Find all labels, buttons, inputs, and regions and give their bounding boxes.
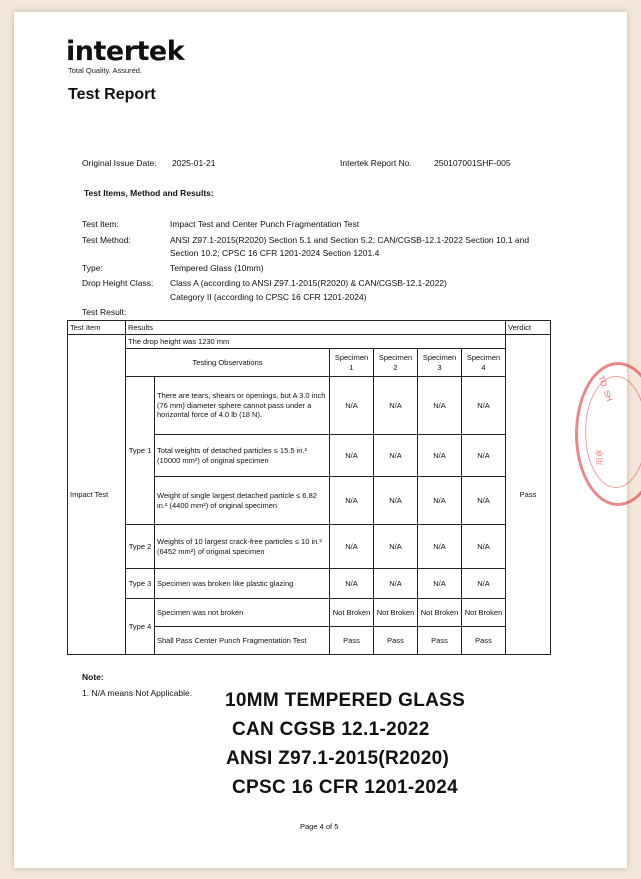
overlay-line-2: CAN CGSB 12.1-2022 xyxy=(232,719,430,740)
specimen-3-header: Specimen 3 xyxy=(418,349,462,377)
result-cell: N/A xyxy=(330,377,374,435)
overlay-line-1: 10MM TEMPERED GLASS xyxy=(225,690,466,711)
report-no-value: 250107001SHF-005 xyxy=(434,158,511,168)
result-cell: N/A xyxy=(330,435,374,477)
note-title: Note: xyxy=(82,672,104,682)
result-cell: Pass xyxy=(330,627,374,655)
header-results: Results xyxy=(126,321,506,335)
header-verdict: Verdict xyxy=(506,321,551,335)
issue-date-value: 2025-01-21 xyxy=(172,158,216,168)
test-result-label: Test Result: xyxy=(82,307,127,317)
specimen-2-header: Specimen 2 xyxy=(374,349,418,377)
observation-not-broken: Specimen was not broken xyxy=(155,599,330,627)
type-1-cell: Type 1 xyxy=(126,377,155,525)
type-4-cell: Type 4 xyxy=(126,599,155,655)
result-cell: Pass xyxy=(374,627,418,655)
results-table xyxy=(67,320,551,655)
header-test-item: Test Item xyxy=(68,321,126,335)
drop-class-label: Drop Height Class: xyxy=(82,278,154,288)
result-cell: N/A xyxy=(374,525,418,569)
result-cell: N/A xyxy=(462,435,506,477)
result-cell: N/A xyxy=(374,569,418,599)
test-method-line1: ANSI Z97.1-2015(R2020) Section 5.1 and Section 5.2; CAN/CGSB-12.1-2022 Section 10.1 and xyxy=(170,235,530,245)
page-number: Page 4 of 5 xyxy=(300,822,339,831)
intertek-logo: intertek xyxy=(66,36,185,67)
result-cell: N/A xyxy=(418,525,462,569)
seal-text-bottom: 用章 xyxy=(595,449,605,466)
type-value: Tempered Glass (10mm) xyxy=(170,263,264,273)
company-seal-inner xyxy=(585,376,641,488)
test-item-label: Test Item: xyxy=(82,219,119,229)
result-cell: N/A xyxy=(462,377,506,435)
specimen-1-header: Specimen 1 xyxy=(330,349,374,377)
observation-largest-particle: Weight of single largest detached particle ≤ 6.82 in.² (4400 mm²) of original specimen xyxy=(155,477,330,525)
logo-tagline: Total Quality. Assured. xyxy=(68,66,143,75)
result-cell: N/A xyxy=(418,435,462,477)
report-no-label: Intertek Report No. xyxy=(340,158,412,168)
impact-test-cell: Impact Test xyxy=(68,335,126,655)
test-method-line2: Section 10.2; CPSC 16 CFR 1201-2024 Section 1201.4 xyxy=(170,248,380,258)
result-cell: N/A xyxy=(418,377,462,435)
drop-class-line1: Class A (according to ANSI Z97.1-2015(R2020) & CAN/CGSB-12.1-2022) xyxy=(170,278,447,288)
report-title: Test Report xyxy=(68,86,156,103)
issue-date-label: Original Issue Date: xyxy=(82,158,157,168)
note-1: 1. N/A means Not Applicable. xyxy=(82,688,193,698)
result-cell: N/A xyxy=(462,569,506,599)
result-cell: N/A xyxy=(374,377,418,435)
seal-text-top: TO. SH xyxy=(596,374,615,403)
test-item-value: Impact Test and Center Punch Fragmentation Test xyxy=(170,219,360,229)
result-cell: N/A xyxy=(330,477,374,525)
type-label: Type: xyxy=(82,263,103,273)
result-cell: N/A xyxy=(418,477,462,525)
observation-crack-free: Weights of 10 largest crack-free particles ≤ 10 in.² (6452 mm²) of original specimen xyxy=(155,525,330,569)
result-cell: Not Broken xyxy=(374,599,418,627)
type-2-cell: Type 2 xyxy=(126,525,155,569)
result-cell: N/A xyxy=(418,569,462,599)
result-cell: N/A xyxy=(330,525,374,569)
result-cell: N/A xyxy=(462,525,506,569)
verdict-pass: Pass xyxy=(506,335,551,655)
drop-height: The drop height was 1230 mm xyxy=(126,335,506,349)
section-title: Test Items, Method and Results: xyxy=(84,188,214,198)
observation-tears: There are tears, shears or openings, but A 3.0 inch (76 mm) diameter sphere cannot pass under a horizontal force of 4.0 lb (18 N). xyxy=(155,377,330,435)
result-cell: N/A xyxy=(462,477,506,525)
result-cell: Not Broken xyxy=(462,599,506,627)
observation-plastic-glazing: Specimen was broken like plastic glazing xyxy=(155,569,330,599)
overlay-line-4: CPSC 16 CFR 1201-2024 xyxy=(232,777,458,798)
result-cell: Pass xyxy=(462,627,506,655)
observations-header: Testing Observations xyxy=(126,349,330,377)
result-cell: Not Broken xyxy=(418,599,462,627)
observation-center-punch: Shall Pass Center Punch Fragmentation Test xyxy=(155,627,330,655)
specimen-4-header: Specimen 4 xyxy=(462,349,506,377)
test-method-label: Test Method: xyxy=(82,235,131,245)
overlay-line-3: ANSI Z97.1-2015(R2020) xyxy=(226,748,450,769)
result-cell: Pass xyxy=(418,627,462,655)
result-cell: N/A xyxy=(374,477,418,525)
result-cell: N/A xyxy=(374,435,418,477)
result-cell: N/A xyxy=(330,569,374,599)
drop-class-line2: Category II (according to CPSC 16 CFR 1201-2024) xyxy=(170,292,367,302)
result-cell: Not Broken xyxy=(330,599,374,627)
type-3-cell: Type 3 xyxy=(126,569,155,599)
observation-total-weight: Total weights of detached particles ≤ 15.5 in.² (10000 mm²) of original specimen xyxy=(155,435,330,477)
